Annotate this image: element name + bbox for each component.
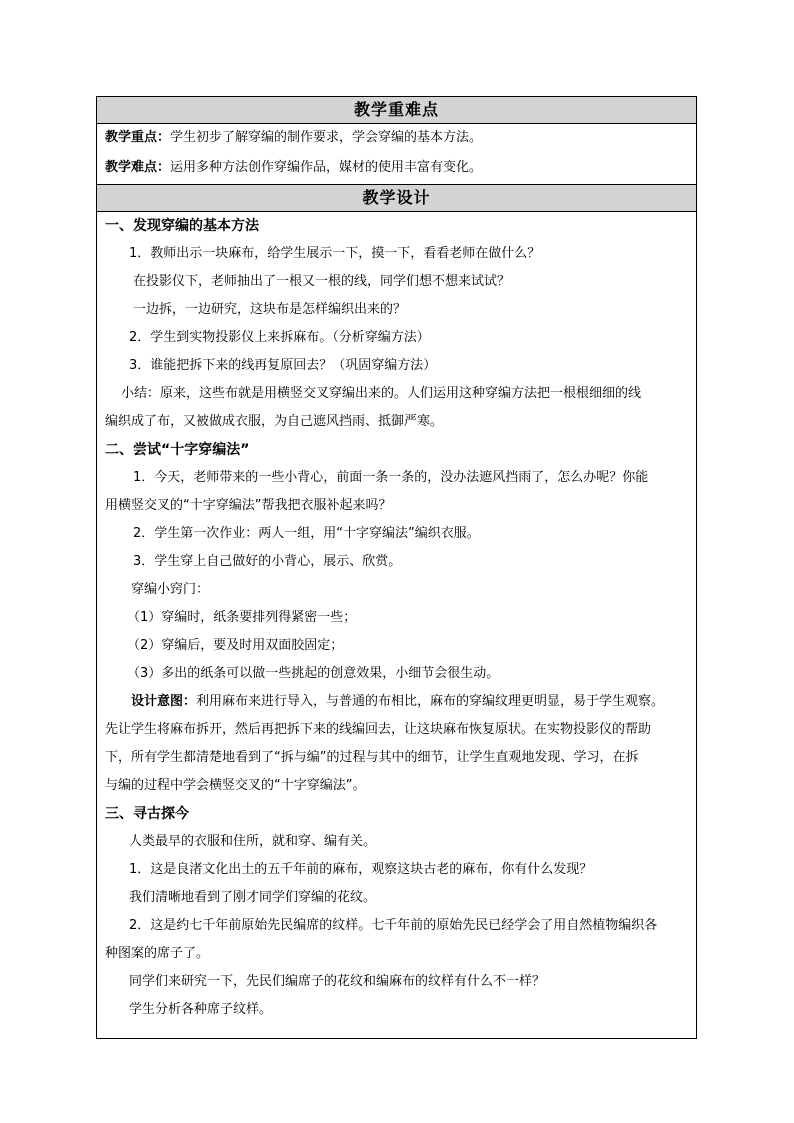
part1-line: 1．教师出示一块麻布，给学生展示一下，摸一下，看看老师在做什么？	[129, 246, 541, 261]
part1-line: 2．学生到实物投影仪上来拆麻布。（分析穿编方法）	[129, 330, 430, 345]
part2-heading: 二、尝试“十字穿编法”	[105, 442, 250, 458]
design-intent-row	[97, 688, 696, 716]
lesson-plan-table	[96, 96, 697, 1039]
part3-line: 学生分析各种席子纹样。	[129, 1002, 273, 1017]
part2-line: （1）穿编时，纸条要排列得紧密一些；	[127, 610, 357, 625]
difficulty-header: 教学重难点	[97, 97, 696, 124]
design-section	[97, 212, 696, 1038]
key-point-label: 教学重点：	[105, 130, 171, 145]
part2-line: 1．今天，老师带来的一些小背心，前面一条一条的，没办法遮风挡雨了，怎么办呢？你能	[133, 470, 649, 485]
part2-line: 用横竖交叉的“十字穿编法”帮我把衣服补起来吗？	[105, 498, 392, 513]
hard-point-row	[97, 154, 696, 182]
design-intent-line: 与编的过程中学会横竖交叉的“十字穿编法”。	[105, 778, 366, 793]
design-header: 教学设计	[97, 185, 696, 212]
part2-line: （2）穿编后，要及时用双面胶固定；	[127, 638, 344, 653]
part3-line: 1．这是良渚文化出土的五千年前的麻布，观察这块古老的麻布，你有什么发现？	[129, 862, 593, 877]
design-intent-label: 设计意图：	[131, 694, 197, 709]
key-point-text: 学生初步了解穿编的制作要求，学会穿编的基本方法。	[170, 130, 483, 145]
design-intent-line: 下，所有学生都清楚地看到了“拆与编”的过程与其中的细节，让学生直观地发现、学习，在拆	[105, 750, 639, 765]
part1-line: 小结：原来，这些布就是用横竖交叉穿编出来的。人们运用这种穿编方法把一根根细细的线	[121, 386, 642, 401]
part3-line: 人类最早的衣服和住所，就和穿、编有关。	[129, 834, 377, 849]
part1-line: 一边拆，一边研究，这块布是怎样编织出来的？	[133, 302, 407, 317]
part3-line: 我们清晰地看到了刚才同学们穿编的花纹。	[129, 890, 377, 905]
part1-heading: 一、发现穿编的基本方法	[105, 218, 259, 234]
difficulty-section	[97, 124, 696, 185]
hard-point-text: 运用多种方法创作穿编作品，媒材的使用丰富有变化。	[170, 160, 483, 175]
part2-line: 3．学生穿上自己做好的小背心，展示、欣赏。	[133, 554, 402, 569]
part3-line: 2．这是约七千年前原始先民编席的纹样。七千年前的原始先民已经学会了用自然植物编织各	[129, 918, 658, 933]
part1-line: 在投影仪下，老师抽出了一根又一根的线，同学们想不想来试试？	[133, 274, 511, 289]
design-intent-text: 利用麻布来进行导入，与普通的布相比，麻布的穿编纹理更明显，易于学生观察。	[196, 694, 665, 709]
part1-line: 编织成了布，又被做成衣服，为自己遮风挡雨、抵御严寒。	[105, 414, 444, 429]
design-intent-line: 先让学生将麻布拆开，然后再把拆下来的线编回去，让这块麻布恢复原状。在实物投影仪的帮助	[105, 722, 652, 737]
part2-line: 穿编小窍门：	[131, 582, 210, 597]
part3-line: 种图案的席子了。	[105, 946, 210, 961]
part2-line: （3）多出的纸条可以做一些挑起的创意效果，小细节会很生动。	[127, 666, 500, 681]
part2-line: 2．学生第一次作业：两人一组，用“十字穿编法”编织衣服。	[133, 526, 480, 541]
part3-line: 同学们来研究一下，先民们编席子的花纹和编麻布的纹样有什么不一样？	[129, 974, 546, 989]
hard-point-label: 教学难点：	[105, 160, 171, 175]
part1-line: 3．谁能把拆下来的线再复原回去？（巩固穿编方法）	[129, 358, 437, 373]
key-point-row	[97, 124, 696, 152]
part3-heading: 三、寻古探今	[105, 806, 189, 822]
